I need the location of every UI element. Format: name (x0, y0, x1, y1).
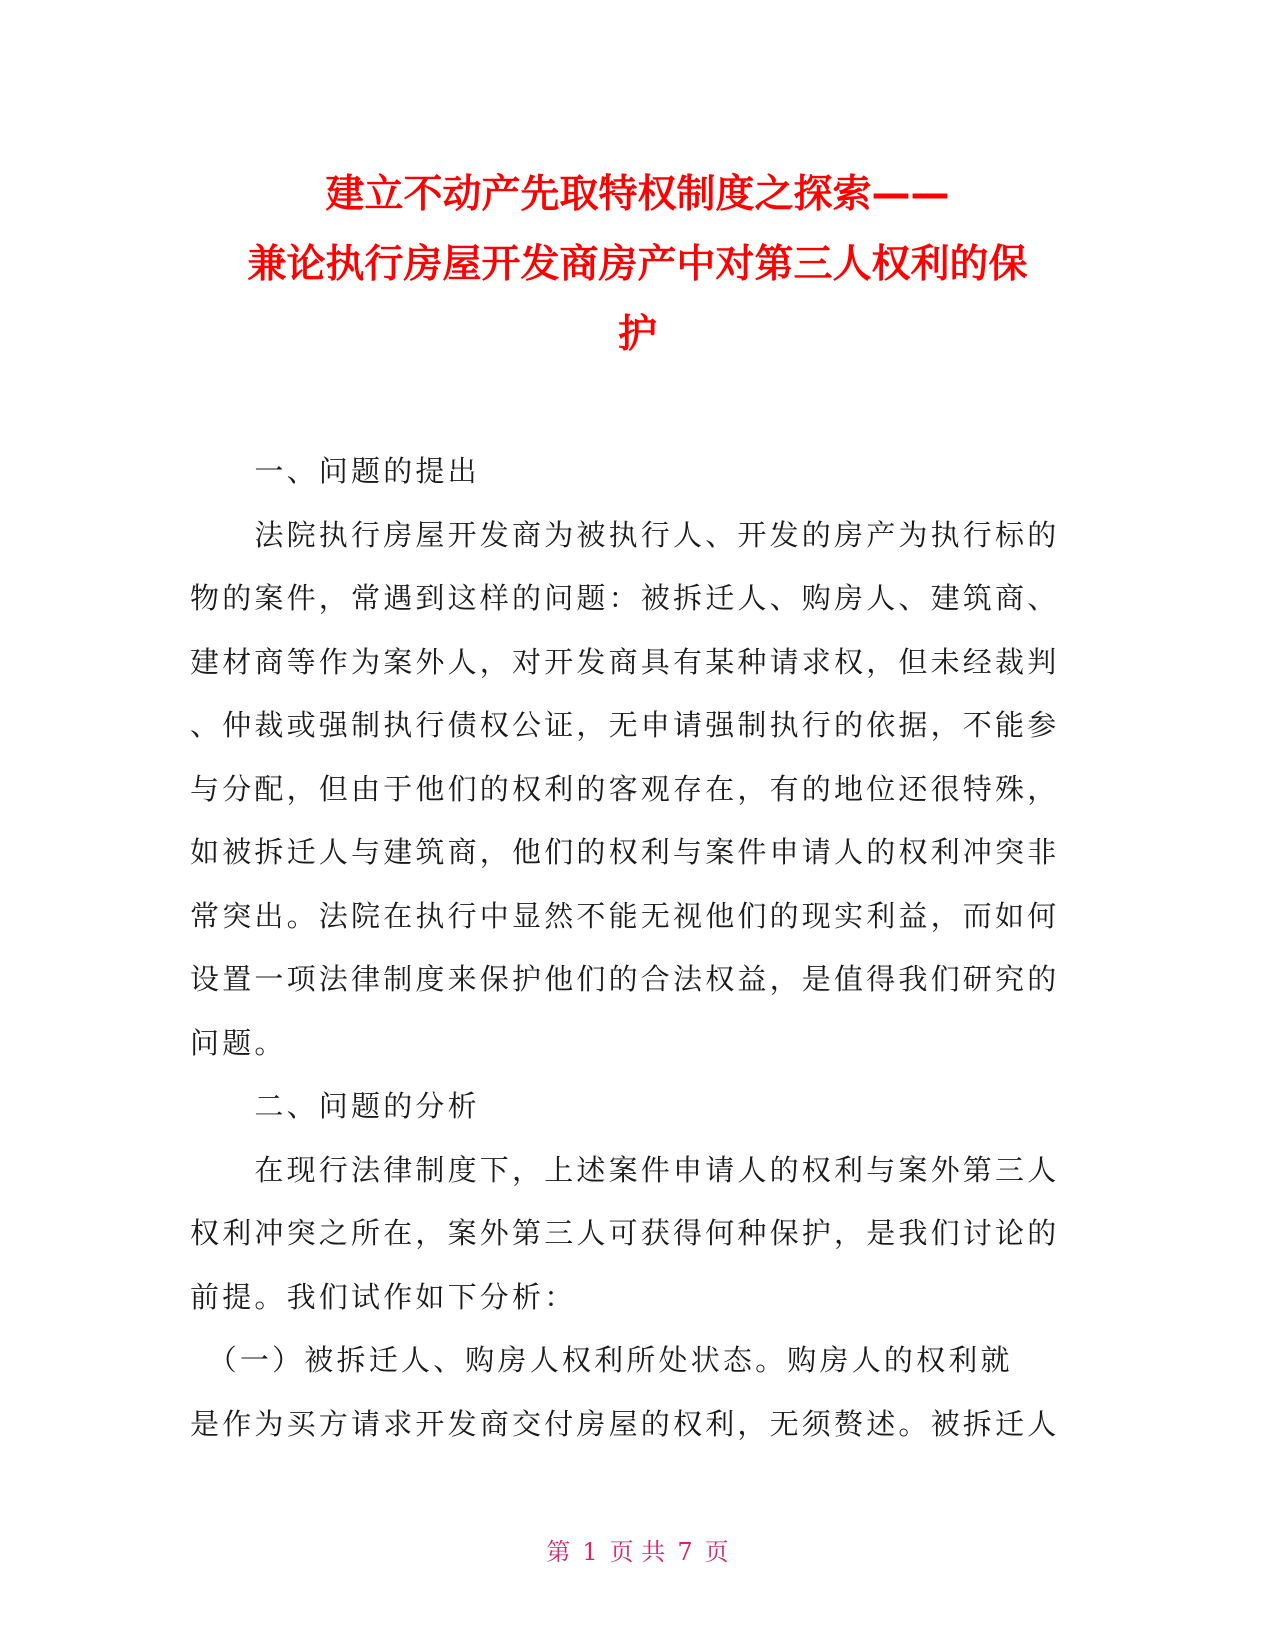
title-line-1: 建立不动产先取特权制度之探索—— (325, 172, 950, 217)
body-line: 前提。我们试作如下分析： (190, 1279, 577, 1314)
body-line: 、仲裁或强制执行债权公证，无申请强制执行的依据，不能参 (190, 708, 1060, 742)
body-line: 物的案件，常遇到这样的问题：被拆迁人、购房人、建筑商、 (190, 581, 1060, 615)
document-body (190, 440, 1082, 1456)
body-line: 在现行法律制度下，上述案件申请人的权利与案外第三人 (190, 1152, 1060, 1187)
document-title (140, 160, 1135, 370)
body-line: 如被拆迁人与建筑商，他们的权利与案件申请人的权利冲突非 (190, 835, 1060, 869)
title-line-2: 兼论执行房屋开发商房产中对第三人权利的保 (247, 242, 1028, 287)
section-heading-2: 二、问题的分析 (190, 1089, 480, 1123)
title-line-3: 护 (617, 312, 657, 357)
footer-total-pages: 7 (677, 1538, 693, 1566)
body-line: 法院执行房屋开发商为被执行人、开发的房产为执行标的 (190, 517, 1060, 552)
footer-page-number: 1 (582, 1538, 598, 1566)
body-line: 建材商等作为案外人，对开发商具有某种请求权，但未经裁判 (190, 644, 1060, 679)
body-line: 权利冲突之所在，案外第三人可获得何种保护，是我们讨论的 (190, 1216, 1060, 1250)
footer-suffix: 页 (704, 1538, 729, 1566)
footer-middle: 页 共 (609, 1538, 666, 1566)
body-line: 设置一项法律制度来保护他们的合法权益，是值得我们研究的 (190, 962, 1060, 996)
body-line: 常突出。法院在执行中显然不能无视他们的现实利益，而如何 (190, 898, 1060, 933)
section-heading-1: 一、问题的提出 (190, 454, 480, 488)
footer-prefix: 第 (546, 1538, 571, 1566)
body-line: 是作为买方请求开发商交付房屋的权利，无须赘述。被拆迁人 (190, 1406, 1060, 1441)
body-line: 与分配，但由于他们的权利的客观存在，有的地位还很特殊， (190, 771, 1060, 806)
subsection-line: （一）被拆迁人、购房人权利所处状态。购房人的权利就 (190, 1343, 1013, 1377)
page-footer (0, 1532, 1275, 1567)
body-line: 问题。 (190, 1025, 287, 1060)
